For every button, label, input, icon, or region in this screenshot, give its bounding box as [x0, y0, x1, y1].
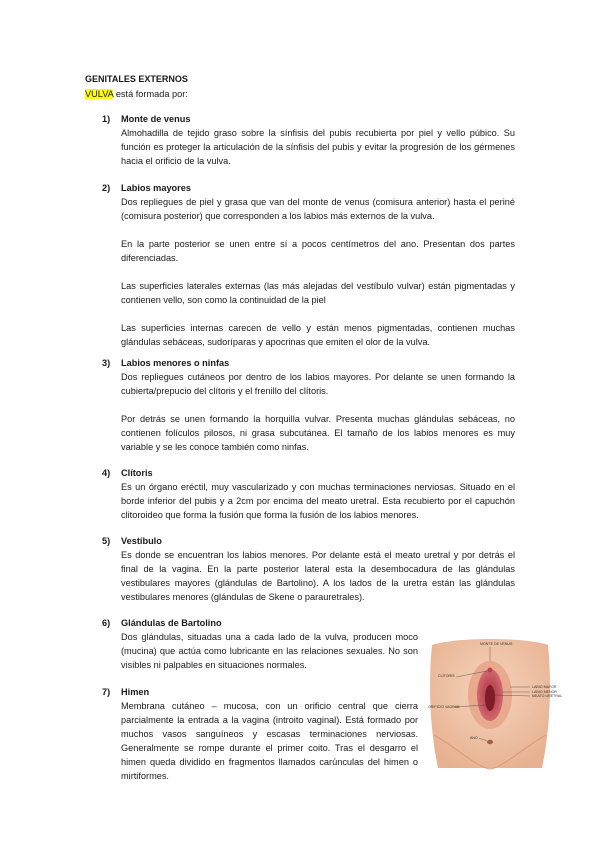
section-body [121, 630, 418, 672]
paragraph: Es un órgano eréctil, muy vascularizado y con muchas terminaciones nerviosas. Situado en el borde inferior del pubis y a 2cm por encima del meato uretral. Esta recubierto por el capuchón clitoroideo que forma la fusión que forma la fusión de los labios menores. [121, 482, 515, 520]
paragraph: Dos glándulas, situadas una a cada lado de la vulva, producen moco (mucina) que actúa como lubricante en las relaciones sexuales. No son visibles ni palpables en situaciones normales. [121, 632, 418, 670]
section-body [121, 370, 515, 454]
anatomy-illustration [426, 635, 554, 770]
section-heading: Glándulas de Bartolino [121, 618, 222, 628]
highlighted-term: VULVA [85, 89, 114, 99]
label-labio-mayor: LABIO MAYOR [532, 685, 557, 689]
paragraph: Es donde se encuentran los labios menores. Por delante está el meato uretral y por detrás el final de la vagina. En la parte posterior lateral esta la desembocadura de las glándulas vestibulares mayores (glándulas de Bartolino). A los lados de la uretra están las glándulas vestibulares menores (glándulas de Skene o parauretrales). [121, 550, 515, 602]
paragraph: Dos repliegues cutáneos por dentro de los labios mayores. Por delante se unen formando la cubierta/prepucio del clítoris y el frenillo del clítoris. [121, 372, 515, 396]
section-body [121, 699, 418, 783]
paragraph: Por detrás se unen formando la horquilla vulvar. Presenta muchas glándulas sebáceas, no contienen folículos pilosos, ni grasa subcutánea. El tamaño de los labios menores es muy variable y se les conoce también como ninfas. [121, 414, 515, 452]
anus-shape [487, 740, 493, 744]
section-number: 7) [102, 687, 111, 697]
clitoris-shape [488, 668, 493, 673]
section-vestibulo [102, 534, 515, 604]
label-clitoris: CLÍTORIS [438, 674, 455, 678]
section-body [121, 126, 515, 168]
section-number: 5) [102, 536, 111, 546]
section-heading: Clítoris [121, 468, 153, 478]
paragraph: Las superficies internas carecen de vello y están menos pigmentadas, contienen muchas glándulas sebáceas, sudoríparas y apocrinas que emiten el olor de la vulva. [121, 323, 515, 347]
section-clitoris [102, 466, 515, 522]
intro-line [85, 87, 188, 101]
label-meato-uretral: MEATO URETRAL [532, 694, 563, 698]
paragraph: Membrana cutáneo – mucosa, con un orificio central que cierra parcialmente la entrada a la vagina (introito vaginal). Está formado por muchos vasos sanguíneos y escasas terminaciones nerviosas. Generalmente se rompe durante el primer coito. Tras el desgarro el himen queda dividido en fragmentos llamados carúnculas del himen o mirtiformes. [121, 701, 418, 781]
label-ano: ANO [470, 736, 478, 740]
paragraph: Dos repliegues de piel y grasa que van del monte de venus (comisura anterior) hasta el periné (comisura posterior) que corresponden a los labios más externos de la vulva. [121, 197, 515, 221]
section-monte-de-venus [102, 112, 515, 168]
label-orificio-vaginal: ORIFICIO VAGINAL [428, 705, 461, 709]
section-body [121, 548, 515, 604]
intro-text: está formada por: [113, 89, 188, 99]
label-labio-menor: LABIO MENOR [532, 690, 557, 694]
section-heading: Monte de venus [121, 114, 191, 124]
section-body [121, 195, 515, 349]
section-heading: Vestíbulo [121, 536, 162, 546]
section-glandulas-bartolino [102, 616, 418, 672]
paragraph: En la parte posterior se unen entre sí a pocos centímetros del ano. Presentan dos partes diferenciadas. [121, 239, 515, 263]
section-number: 1) [102, 114, 111, 124]
anatomy-figure [426, 635, 563, 770]
section-labios-menores [102, 356, 515, 454]
paragraph: Las superficies laterales externas (las más alejadas del vestíbulo vulvar) están pigmentadas y contienen vello, son como la continuidad de la piel [121, 281, 515, 305]
section-number: 3) [102, 358, 111, 368]
document-title: GENITALES EXTERNOS [85, 74, 188, 84]
section-heading: Labios mayores [121, 183, 191, 193]
section-heading: Labios menores o ninfas [121, 358, 230, 368]
paragraph: Almohadilla de tejido graso sobre la sínfisis del pubis recubierta por piel y vello púbico. Su función es proteger la articulación de la sínfisis del pubis y evitar la progresión de los gérmenes hacia el orificio de la vulva. [121, 128, 515, 166]
section-heading: Himen [121, 687, 150, 697]
section-body [121, 480, 515, 522]
section-himen [102, 685, 418, 783]
section-labios-mayores [102, 181, 515, 349]
section-number: 2) [102, 183, 111, 193]
label-monte-de-venus: MONTE DE VENUS [480, 642, 513, 646]
section-number: 4) [102, 468, 111, 478]
section-number: 6) [102, 618, 111, 628]
